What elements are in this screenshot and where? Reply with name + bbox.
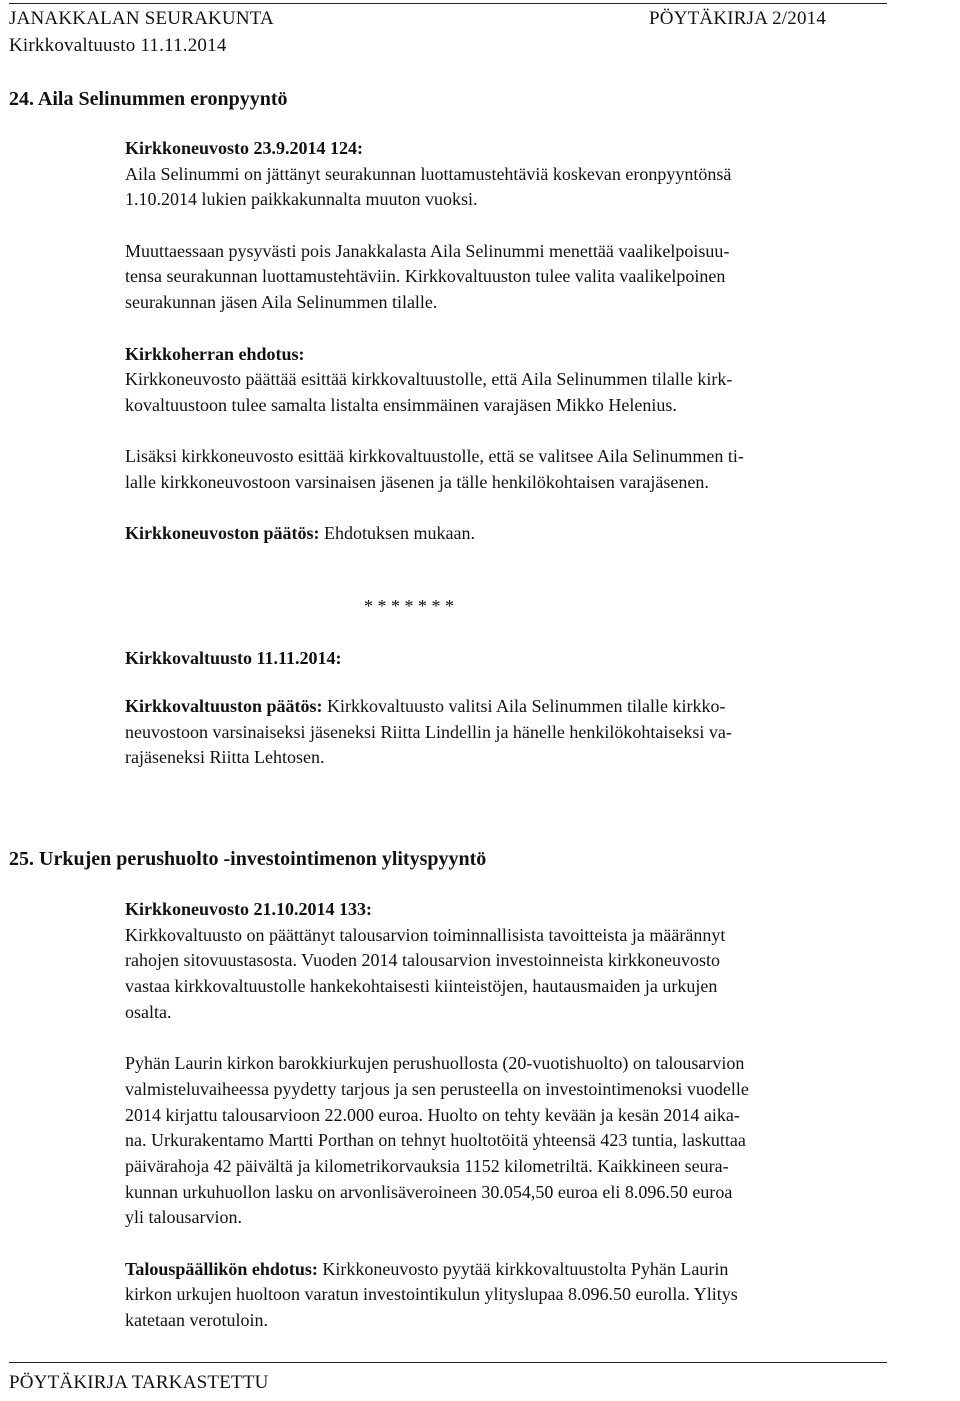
header-document-number: PÖYTÄKIRJA 2/2014 <box>649 8 827 29</box>
assembly-decision-label: Kirkkovaltuuston päätös: <box>125 696 323 716</box>
text-line: 2014 kirjattu talousarvioon 22.000 euroa. Huolto on tehty kevään ja kesän 2014 aika- <box>125 1104 740 1125</box>
section-25-body <box>125 897 873 1334</box>
section-25-title: 25. Urkujen perushuolto -investointimenon ylityspyyntö <box>9 848 487 870</box>
section-24-council-ref: Kirkkoneuvosto 23.9.2014 124: <box>125 138 364 158</box>
assembly-decision <box>125 694 873 771</box>
text-line: Lisäksi kirkkoneuvosto esittää kirkkovaltuustolle, että se valitsee Aila Selinummen ti- <box>125 446 744 467</box>
text-line: lalle kirkkoneuvostoon varsinaisen jäsenen ja tälle henkilökohtaisen varajäsenen. <box>125 471 709 492</box>
decision-line <box>125 694 873 720</box>
decision-line <box>125 521 873 547</box>
text-line: neuvostoon varsinaiseksi jäseneksi Riitta Lindellin ja hänelle henkilökohtaiseksi va- <box>125 721 732 742</box>
text-line: kirkon urkujen huoltoon varatun investointikulun ylityslupaa 8.096.50 eurolla. Ylitys <box>125 1284 738 1305</box>
assembly-ref: Kirkkovaltuusto 11.11.2014: <box>125 648 342 668</box>
text-line: Muuttaessaan pysyvästi pois Janakkalasta Aila Selinummi menettää vaalikelpoisuu- <box>125 240 730 261</box>
finance-proposal-text: Kirkkoneuvosto pyytää kirkkovaltuustolta Pyhän Laurin <box>317 1258 729 1279</box>
assembly-decision-text: Kirkkovaltuusto valitsi Aila Selinummen tilalle kirkko- <box>322 696 726 716</box>
text-line: päivärahoja 42 päivältä ja kilometrikorvauksia 1152 kilometriltä. Kaikkineen seura- <box>125 1155 729 1176</box>
footer-rule <box>9 1362 887 1363</box>
text-line: seurakunnan jäsen Aila Selinummen tilalle. <box>125 292 438 313</box>
text-line: na. Urkurakentamo Martti Porthan on tehnyt huoltotöitä yhteensä 423 tuntia, laskuttaa <box>125 1130 746 1151</box>
header-top-rule <box>9 3 887 4</box>
text-line: valmisteluvaiheessa pyydetty tarjous ja sen perusteella on investointimenoksi vuodelle <box>125 1078 749 1099</box>
text-line: rahojen sitovuustasosta. Vuoden 2014 talousarvion investoinneista kirkkoneuvosto <box>125 950 721 971</box>
section-24-body <box>125 136 873 547</box>
text-line: Aila Selinummi on jättänyt seurakunnan luottamustehtäviä koskevan eronpyyntönsä <box>125 163 732 184</box>
decision-text: Ehdotuksen mukaan. <box>319 523 476 544</box>
section-24-title: 24. Aila Selinummen eronpyyntö <box>9 88 288 110</box>
text-line: 1.10.2014 lukien paikkakunnalta muuton vuoksi. <box>125 189 478 210</box>
proposal-label: Kirkkoherran ehdotus: <box>125 343 305 364</box>
text-line: tensa seurakunnan luottamustehtäviin. Kirkkovaltuuston tulee valita vaalikelpoinen <box>125 266 726 287</box>
text-line: vastaa kirkkovaltuustolle hankekohtaisesti kiinteistöjen, hautausmaiden ja urkujen <box>125 976 718 997</box>
header-meeting: Kirkkovaltuusto 11.11.2014 <box>9 35 227 56</box>
text-line: Pyhän Laurin kirkon barokkiurkujen perushuollosta (20-vuotishuolto) on talousarvion <box>125 1053 745 1074</box>
text-line: yli talousarvion. <box>125 1207 242 1228</box>
text-line: kunnan urkuhuollon lasku on arvonlisäveroineen 30.054,50 euroa eli 8.096.50 euroa <box>125 1181 733 1202</box>
proposal-line <box>125 1257 873 1283</box>
finance-proposal-label: Talouspäällikön ehdotus: <box>125 1258 318 1279</box>
footer-label: PÖYTÄKIRJA TARKASTETTU <box>9 1372 269 1393</box>
section-25-council-ref: Kirkkoneuvosto 21.10.2014 133: <box>125 899 373 919</box>
header-organization: JANAKKALAN SEURAKUNTA <box>9 8 274 29</box>
separator-stars: * * * * * * * <box>364 596 454 616</box>
text-line: Kirkkoneuvosto päättää esittää kirkkovaltuustolle, että Aila Selinummen tilalle kirk- <box>125 369 733 390</box>
text-line: Kirkkovaltuusto on päättänyt talousarvion toiminnallisista tavoitteista ja määrännyt <box>125 924 726 945</box>
text-line: kovaltuustoon tulee samalta listalta ensimmäinen varajäsen Mikko Helenius. <box>125 394 677 415</box>
text-line: katetaan verotuloin. <box>125 1310 268 1330</box>
text-line: osalta. <box>125 1001 172 1022</box>
decision-label: Kirkkoneuvoston päätös: <box>125 523 320 544</box>
text-line: rajäseneksi Riitta Lehtosen. <box>125 747 325 768</box>
